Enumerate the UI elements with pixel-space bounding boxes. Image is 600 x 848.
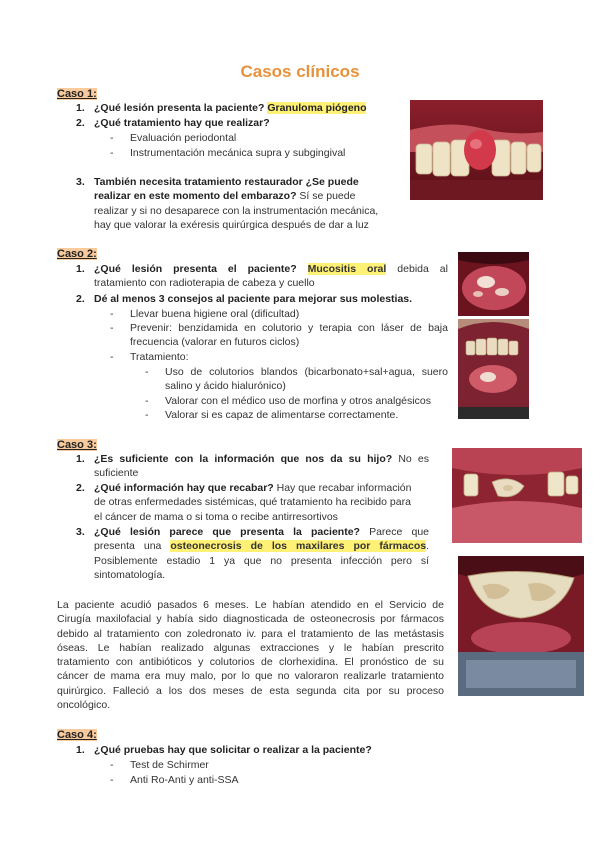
case3-section	[57, 438, 97, 453]
question-text: ¿Qué lesión presenta la paciente?	[94, 102, 265, 114]
clinical-photo-granuloma	[410, 100, 543, 200]
list-number: 2.	[76, 117, 85, 129]
list-number: 1.	[76, 102, 85, 114]
sub-list-item: - Valorar si es capaz de alimentarse correctamente.	[145, 409, 399, 421]
list-item: - Test de Schirmer	[110, 759, 209, 771]
case1-label: Caso 1:	[57, 88, 97, 100]
case3-label: Caso 3:	[57, 439, 97, 451]
case3-question-1: 1. ¿Es suficiente con la información que nos da su hijo? No es suficiente	[76, 453, 429, 480]
list-item: - Instrumentación mecánica supra y subgingival	[110, 147, 346, 159]
case1-section	[57, 87, 97, 102]
case2-section	[57, 247, 97, 262]
case1-question-3: 3. También necesita tratamiento restaurador ¿Se puede realizar en este momento del embarazo? Sí se puede realizar y si no desaparece con la instrumentación mecánica, hay que valorar la exéresis quirúrgica después de dar a luz	[76, 176, 379, 231]
clinical-photo-osteonecrosis-1	[452, 448, 582, 543]
case3-question-2: 2. ¿Qué información hay que recabar? Hay que recabar información de otras enfermedades sistémicas, qué tratamiento ha recibido para el cáncer de mama o si toma o recibe antirresortivos	[76, 482, 412, 523]
list-item: - Anti Ro-Anti y anti-SSA	[110, 774, 239, 786]
case3-question-3: 3. ¿Qué lesión parece que presenta la paciente? Parece que presenta una osteonecrosis de los maxilares por fármacos. Posiblemente estadio 1 ya que no presenta infección pero sí sintomatología.	[76, 526, 429, 581]
case1-question-1	[76, 101, 416, 115]
case1-answer-1: Granuloma piógeno	[267, 102, 367, 114]
case2-answer-1: Mucositis oral	[307, 263, 387, 275]
page-title: Casos clínicos	[240, 62, 360, 81]
case2-label: Caso 2:	[57, 248, 97, 260]
list-item: - Llevar buena higiene oral (dificultad)	[110, 308, 300, 320]
list-number: 2.	[76, 293, 85, 305]
list-number: 2.	[76, 482, 85, 494]
list-number: 1.	[76, 263, 85, 275]
list-number: 1.	[76, 453, 85, 465]
clinical-photo-mucositis-mouth	[458, 319, 529, 419]
case4-question-1: 1. ¿Qué pruebas hay que solicitar o realizar a la paciente?	[76, 744, 372, 756]
list-number: 3.	[76, 176, 85, 188]
case3-followup-paragraph: La paciente acudió pasados 6 meses. Le habían atendido en el Servicio de Cirugía maxilofacial y había sido diagnosticada de osteonecrosis por fármacos debido al tratamiento con zoledronato iv. para el tratamiento de las metástasis óseas. Le habían realizado algunas extracciones y le habían prescrito tratamiento con antibióticos y colutorios de clorhexidina. El pronóstico de su cáncer de mama era muy malo, por lo que no valoraron realizarle tratamiento quirúrgico. Falleció a los dos meses de esta segunda cita por su proceso oncológico.	[57, 599, 444, 711]
list-item: - Tratamiento:	[110, 351, 189, 363]
list-number: 1.	[76, 744, 85, 756]
list-item: - Evaluación periodontal	[110, 132, 237, 144]
case3-answer-3: osteonecrosis de los maxilares por fármacos	[170, 540, 427, 553]
sub-list-item: - Uso de colutorios blandos (bicarbonato+sal+agua, suero salino y ácido hialurónico)	[145, 366, 448, 393]
case4-label: Caso 4:	[57, 729, 97, 741]
sub-list-item: - Valorar con el médico uso de morfina y otros analgésicos	[145, 395, 431, 407]
list-item: - Prevenir: benzidamida en colutorio y terapia con láser de baja frecuencia (valorar en futuros ciclos)	[110, 322, 448, 349]
case2-question-1: 1. ¿Qué lesión presenta el paciente? Mucositis oral debida al tratamiento con radioterapia de cabeza y cuello	[76, 263, 448, 290]
list-number: 3.	[76, 526, 85, 538]
case2-question-2: 2. Dé al menos 3 consejos al paciente para mejorar sus molestias.	[76, 293, 413, 305]
case4-section	[57, 728, 97, 743]
clinical-photo-osteonecrosis-2	[458, 556, 584, 696]
clinical-photo-mucositis-tongue	[458, 252, 529, 316]
question-text: ¿Qué tratamiento hay que realizar?	[94, 117, 270, 129]
case1-question-2	[76, 116, 270, 130]
